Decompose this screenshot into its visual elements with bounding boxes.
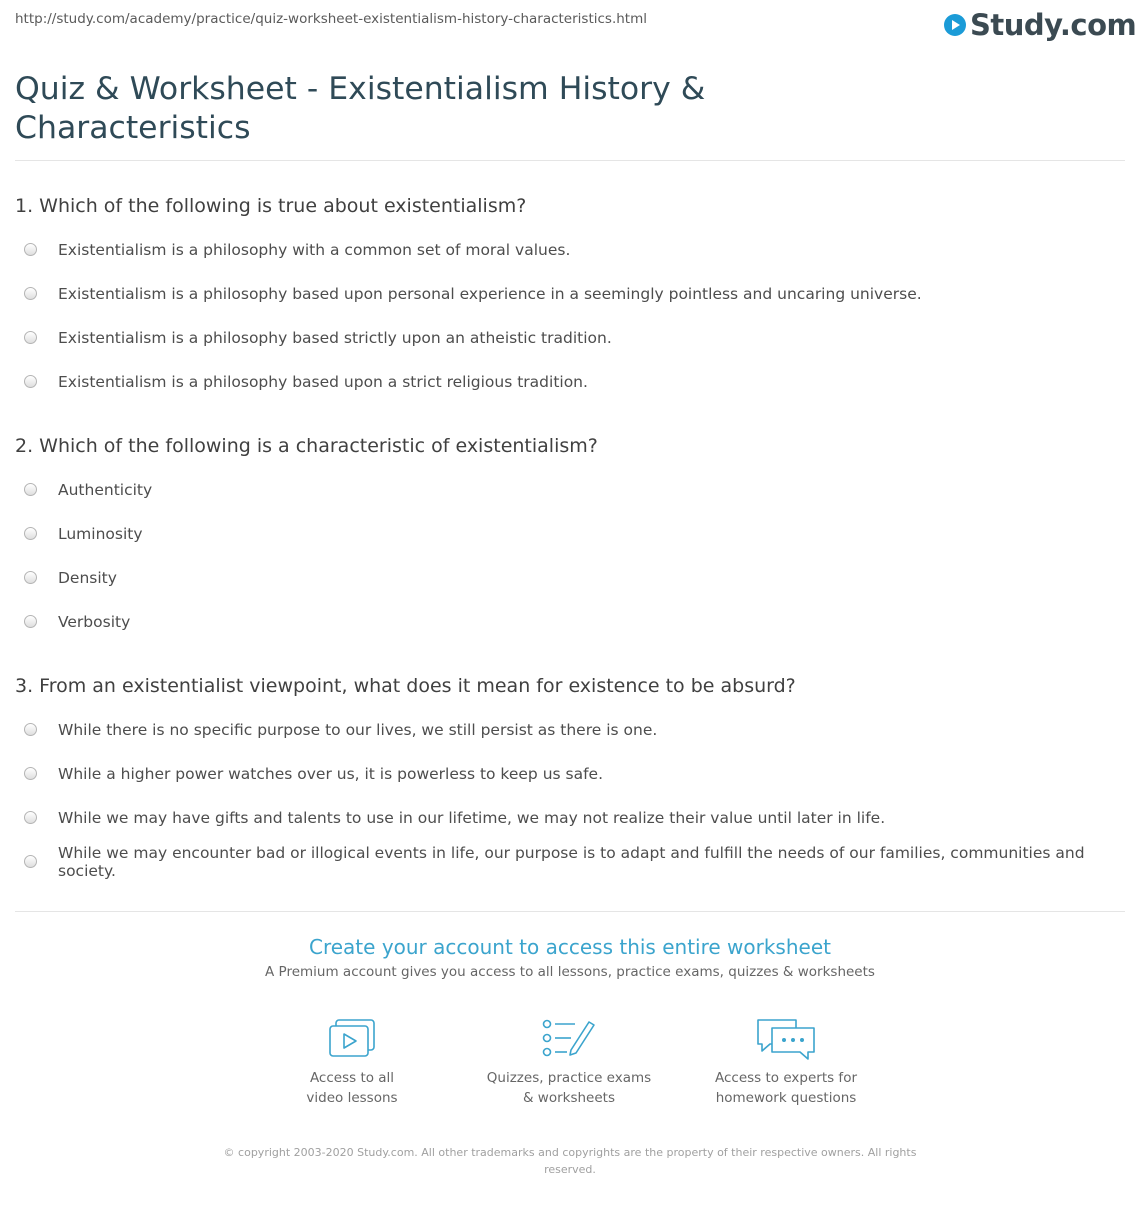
video-lessons-icon (326, 1016, 378, 1062)
feature-video-lessons (252, 1016, 452, 1108)
cta-title-link[interactable]: Create your account to access this entire worksheet (309, 935, 831, 959)
answer-option[interactable] (15, 840, 1125, 884)
answer-option[interactable] (15, 708, 1125, 752)
answer-text: Authenticity (58, 481, 153, 499)
radio-button[interactable] (24, 767, 37, 780)
radio-button[interactable] (24, 243, 37, 256)
answer-text: Density (58, 569, 117, 587)
signup-cta (0, 934, 1140, 980)
feature-label-line: Access to all (309, 1070, 395, 1086)
answer-option[interactable] (15, 316, 1125, 360)
question-1 (15, 194, 1125, 404)
answer-option[interactable] (15, 272, 1125, 316)
radio-button[interactable] (24, 331, 37, 344)
answer-text: Existentialism is a philosophy based upon personal experience in a seemingly pointless and uncaring universe. (58, 285, 922, 303)
feature-label (686, 1068, 886, 1108)
answer-text: While we may encounter bad or illogical events in life, our purpose is to adapt and fulfill the needs of our families, communities and society. (58, 844, 1085, 880)
answer-text: Existentialism is a philosophy based upon a strict religious tradition. (58, 373, 588, 391)
logo-text: Study.com (970, 8, 1137, 42)
answer-list (15, 468, 1125, 644)
feature-label-line: Quizzes, practice exams (486, 1070, 652, 1086)
feature-label-line: & worksheets (522, 1090, 615, 1106)
radio-button[interactable] (24, 723, 37, 736)
radio-button[interactable] (24, 571, 37, 584)
answer-text: While we may have gifts and talents to use in our lifetime, we may not realize their value until later in life. (58, 809, 886, 827)
answer-option[interactable] (15, 796, 1125, 840)
radio-button[interactable] (24, 287, 37, 300)
divider (15, 160, 1125, 161)
question-2 (15, 434, 1125, 644)
play-logo-icon (944, 14, 966, 36)
feature-experts (686, 1016, 886, 1108)
answer-option[interactable] (15, 600, 1125, 644)
answer-option[interactable] (15, 752, 1125, 796)
radio-button[interactable] (24, 811, 37, 824)
study-logo[interactable] (944, 9, 1136, 41)
answer-text: Verbosity (58, 613, 131, 631)
answer-option[interactable] (15, 512, 1125, 556)
question-title: 3. From an existentialist viewpoint, what does it mean for existence to be absurd? (15, 675, 796, 697)
question-title: 2. Which of the following is a characteristic of existentialism? (15, 435, 598, 457)
radio-button[interactable] (24, 375, 37, 388)
radio-button[interactable] (24, 483, 37, 496)
divider (15, 911, 1125, 912)
answer-list (15, 708, 1125, 884)
page-url: http://study.com/academy/practice/quiz-worksheet-existentialism-history-characteristics.html (15, 11, 647, 27)
answer-text: Existentialism is a philosophy based strictly upon an atheistic tradition. (58, 329, 612, 347)
feature-label (469, 1068, 669, 1108)
feature-label-line: Access to experts for (714, 1070, 857, 1086)
radio-button[interactable] (24, 855, 37, 868)
answer-text: While a higher power watches over us, it is powerless to keep us safe. (58, 765, 604, 783)
cta-subtitle: A Premium account gives you access to all lessons, practice exams, quizzes & worksheets (265, 964, 875, 980)
answer-option[interactable] (15, 556, 1125, 600)
question-3 (15, 674, 1125, 884)
radio-button[interactable] (24, 527, 37, 540)
answer-list (15, 228, 1125, 404)
answer-option[interactable] (15, 228, 1125, 272)
radio-button[interactable] (24, 615, 37, 628)
answer-text: Luminosity (58, 525, 143, 543)
copyright-notice: © copyright 2003-2020 Study.com. All other trademarks and copyrights are the property of their respective owners. All rights reserved. (223, 1146, 917, 1176)
quiz-checklist-icon (541, 1016, 597, 1062)
feature-label (252, 1068, 452, 1108)
feature-label-line: video lessons (306, 1090, 398, 1106)
question-title: 1. Which of the following is true about existentialism? (15, 195, 527, 217)
answer-text: While there is no specific purpose to our lives, we still persist as there is one. (58, 721, 658, 739)
answer-option[interactable] (15, 360, 1125, 404)
chat-bubbles-icon (754, 1016, 818, 1062)
answer-text: Existentialism is a philosophy with a common set of moral values. (58, 241, 571, 259)
feature-label-line: homework questions (715, 1090, 857, 1106)
page-title: Quiz & Worksheet - Existentialism History & Characteristics (15, 71, 706, 146)
answer-option[interactable] (15, 468, 1125, 512)
feature-quizzes (469, 1016, 669, 1108)
